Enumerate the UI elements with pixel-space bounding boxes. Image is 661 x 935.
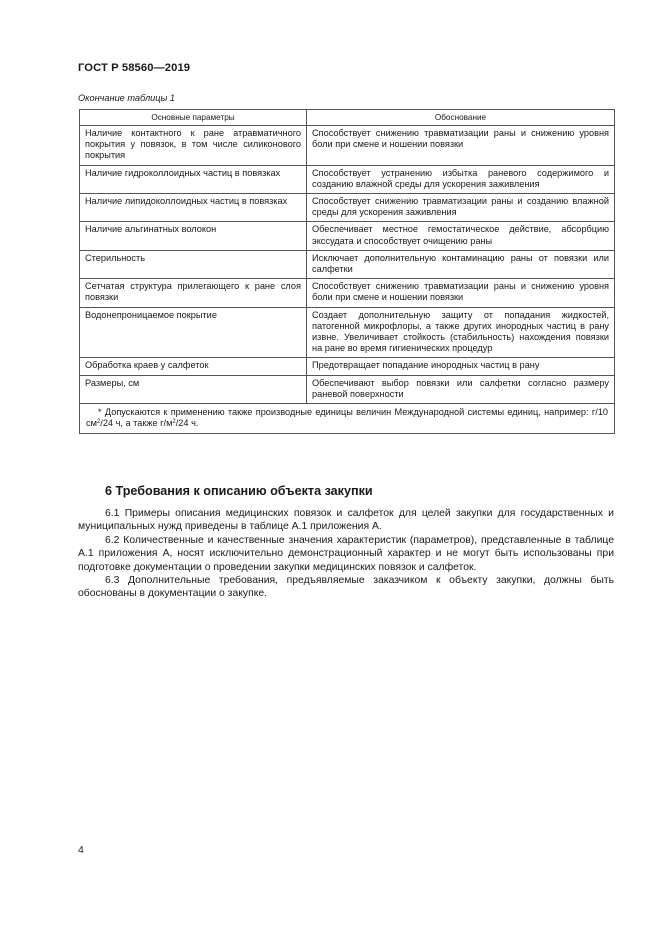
param-cell: Обработка краев у салфеток (80, 358, 307, 375)
table-row (80, 165, 615, 193)
reason-cell: Предотвращает попадание инородных частиц в рану (307, 358, 615, 375)
footnote-text-2: /24 ч, а также г/м (100, 418, 173, 429)
footnote-superscript-1: 2 (96, 419, 101, 426)
reason-cell: Исключает дополнительную контаминацию раны от повязки или салфетки (307, 250, 615, 278)
footnote-text-3: /24 ч. (175, 418, 199, 429)
table-row (80, 358, 615, 375)
table-row (80, 307, 615, 358)
section-title: 6 Требования к описанию объекта закупки (105, 484, 373, 498)
table-row (80, 375, 615, 403)
reason-cell: Обеспечивают выбор повязки или салфетки согласно размеру раневой поверхности (307, 375, 615, 403)
reason-cell: Обеспечивает местное гемостатическое действие, абсорбцию экссудата и способствует очищению раны (307, 222, 615, 250)
reason-cell: Создает дополнительную защиту от попадания жидкостей, патогенной микрофлоры, а также других инородных частиц в рану извне. Увеличивает стойкость (стабильность) нахождения повязки на ране во время гигиенических процедур (307, 307, 615, 358)
param-cell: Наличие контактного к ране атравматичного покрытия у повязок, в том числе силиконового покрытия (80, 126, 307, 166)
parameters-table (79, 109, 615, 434)
footnote-superscript-2: 2 (172, 419, 176, 426)
document-code-header: ГОСТ Р 58560—2019 (78, 62, 191, 74)
param-cell: Водонепроницаемое покрытие (80, 307, 307, 358)
column-header-parameters: Основные параметры (80, 110, 307, 126)
table-footnote-row (80, 404, 615, 434)
param-cell: Наличие альгинатных волокон (80, 222, 307, 250)
reason-cell: Способствует снижению травматизации раны и снижению уровня боли при смене и ношении повязки (307, 279, 615, 307)
table-header-row (80, 110, 615, 126)
reason-cell: Способствует устранению избытка раневого содержимого и созданию влажной среды для ускорения заживления (307, 165, 615, 193)
paragraph-6-2: 6.2 Количественные и качественные значения характеристик (параметров), представленные в таблице А.1 приложения А, носят исключительно демонстрационный характер и не могут быть использованы при подготовке документации о проведении закупки медицинских повязок и салфеток. (78, 535, 614, 573)
table-caption: Окончание таблицы 1 (78, 93, 175, 103)
table-row (80, 222, 615, 250)
table-row (80, 250, 615, 278)
param-cell: Наличие липидоколлоидных частиц в повязках (80, 194, 307, 222)
param-cell: Стерильность (80, 250, 307, 278)
param-cell: Сетчатая структура прилегающего к ране слоя повязки (80, 279, 307, 307)
footnote-text-1: * Допускаются к применению также производные единицы величин Международной системы единиц, например: г/10 см (86, 407, 608, 429)
table-row (80, 126, 615, 166)
reason-cell: Способствует снижению травматизации раны и снижению уровня боли при смене и ношении повязки (307, 126, 615, 166)
reason-cell: Способствует снижению травматизации раны и созданию влажной среды для ускорения заживления (307, 194, 615, 222)
paragraph-6-3: 6.3 Дополнительные требования, предъявляемые заказчиком к объекту закупки, должны быть обоснованы в документации о закупке. (78, 575, 614, 600)
param-cell: Наличие гидроколлоидных частиц в повязках (80, 165, 307, 193)
page-number: 4 (78, 845, 84, 856)
column-header-justification: Обоснование (307, 110, 615, 126)
table-footnote (80, 404, 615, 434)
table-row (80, 194, 615, 222)
table-row (80, 279, 615, 307)
paragraph-6-1: 6.1 Примеры описания медицинских повязок и салфеток для целей закупки для государственных и муниципальных нужд приведены в таблице А.1 приложения А. (78, 508, 614, 533)
param-cell: Размеры, см (80, 375, 307, 403)
